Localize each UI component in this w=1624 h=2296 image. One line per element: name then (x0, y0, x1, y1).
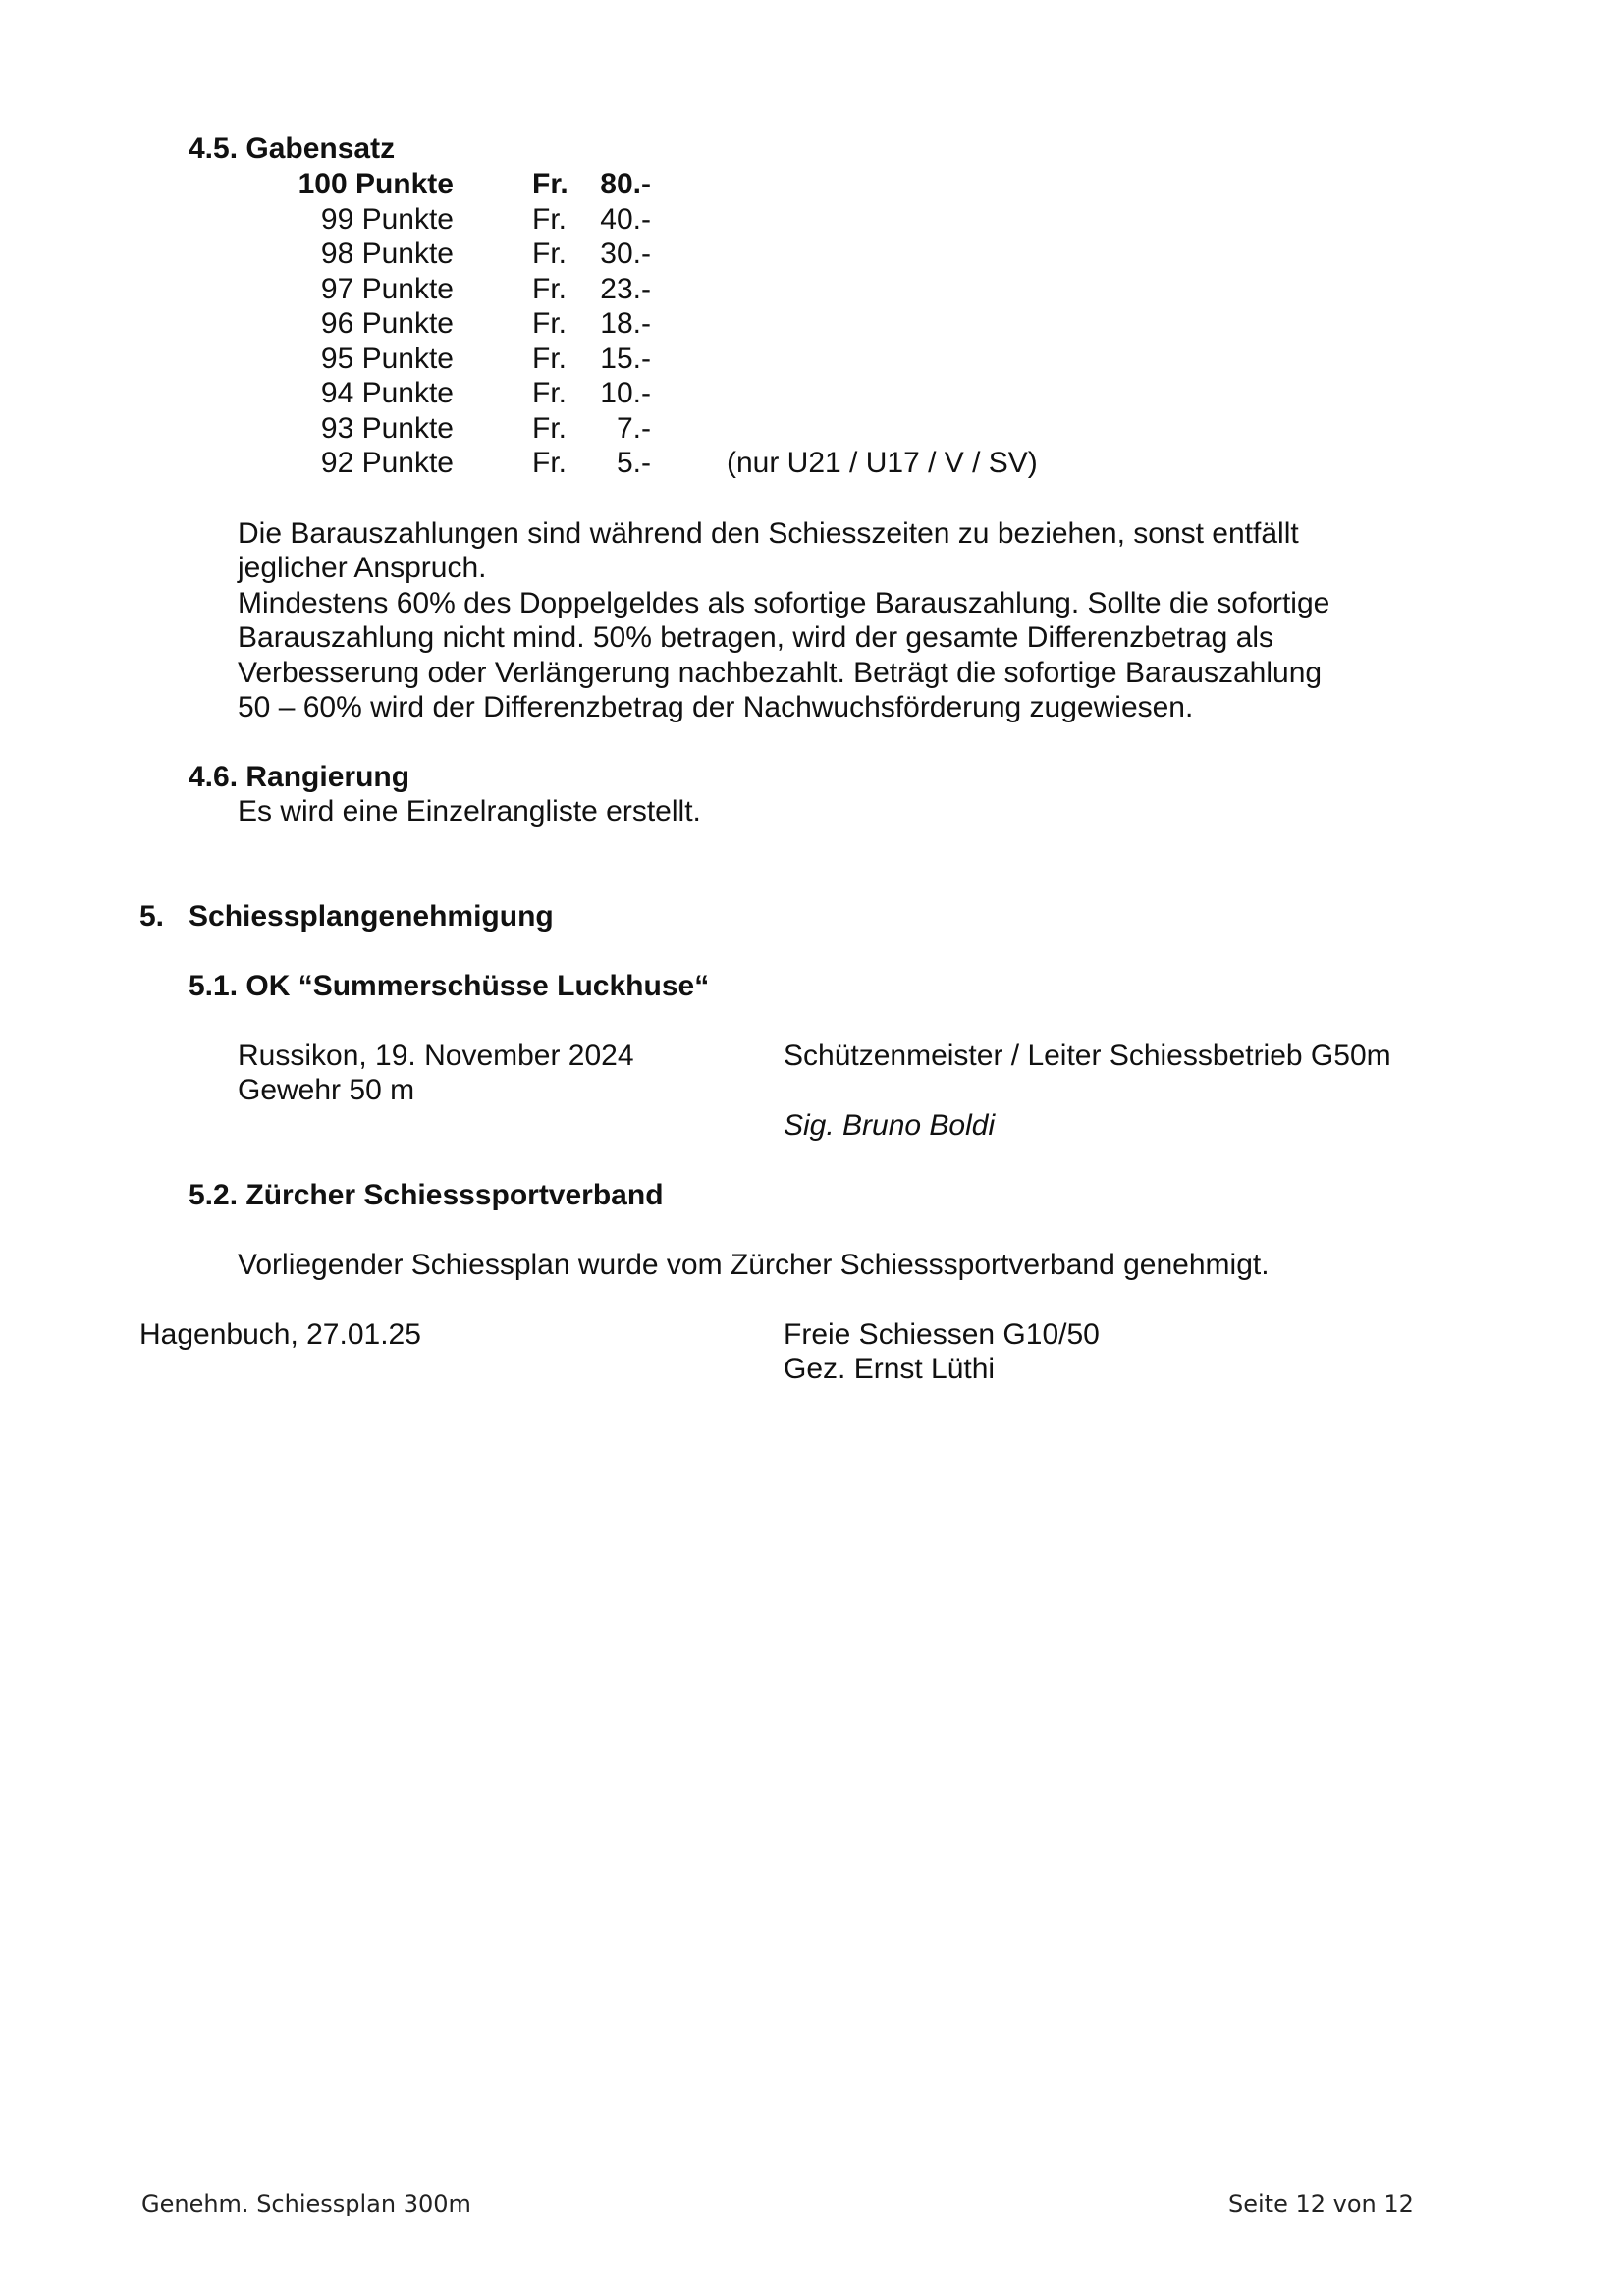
currency-cell: Fr. (532, 307, 567, 340)
ranking-text: Es wird eine Einzelrangliste erstellt. (238, 795, 701, 828)
place-date: Russikon, 19. November 2024 (238, 1040, 634, 1072)
currency-cell: Fr. (532, 202, 567, 236)
paragraph-line: jeglicher Anspruch. (238, 552, 487, 584)
currency-cell: Fr. (532, 168, 568, 200)
points-cell: 96 Punkte (320, 307, 454, 340)
signature: Sig. Bruno Boldi (784, 1109, 996, 1142)
amount-cell: 23.- (600, 272, 651, 305)
section-5-2-heading: 5.2. Zürcher Schiesssportverband (189, 1179, 664, 1211)
currency-cell: Fr. (532, 411, 567, 445)
amount-cell: 80.- (600, 168, 651, 200)
paragraph-line: Mindestens 60% des Doppelgeldes als sofortige Barauszahlung. Sollte die sofortige (238, 587, 1330, 619)
currency-cell: Fr. (532, 238, 567, 270)
section-5-number: 5. (139, 900, 165, 933)
discipline: Gewehr 50 m (238, 1074, 415, 1106)
section-4-6-heading: 4.6. Rangierung (189, 761, 410, 793)
points-cell: 92 Punkte (320, 447, 454, 479)
points-cell: 95 Punkte (320, 342, 454, 375)
section-4-5-heading: 4.5. Gabensatz (189, 133, 396, 165)
amount-cell: 30.- (600, 238, 651, 270)
signature: Gez. Ernst Lüthi (784, 1353, 996, 1385)
points-cell: 94 Punkte (320, 377, 454, 409)
amount-cell: 15.- (600, 342, 651, 375)
currency-cell: Fr. (532, 272, 567, 305)
paragraph-line: Barauszahlung nicht mind. 50% betragen, wird der gesamte Differenzbetrag als (238, 621, 1274, 654)
paragraph-line: Die Barauszahlungen sind während den Schiesszeiten zu beziehen, sonst entfällt (238, 517, 1299, 550)
amount-cell: 7.- (616, 411, 651, 445)
eligibility-note: (nur U21 / U17 / V / SV) (727, 447, 1038, 479)
amount-cell: 5.- (616, 447, 651, 479)
footer-left: Genehm. Schiessplan 300m (141, 2190, 471, 2217)
signatory-role: Freie Schiessen G10/50 (784, 1318, 1100, 1351)
points-cell: 100 Punkte (298, 168, 454, 200)
approval-text: Vorliegender Schiessplan wurde vom Zürcher Schiesssportverband genehmigt. (238, 1249, 1270, 1281)
amount-cell: 10.- (600, 377, 651, 409)
section-5-heading: Schiessplangenehmigung (189, 900, 554, 933)
currency-cell: Fr. (532, 342, 567, 375)
page-number: Seite 12 von 12 (1228, 2190, 1414, 2217)
section-5-1-heading: 5.1. OK “Summerschüsse Luckhuse“ (189, 970, 710, 1002)
paragraph-line: 50 – 60% wird der Differenzbetrag der Nachwuchsförderung zugewiesen. (238, 691, 1194, 723)
signatory-role: Schützenmeister / Leiter Schiessbetrieb G50m (784, 1040, 1391, 1072)
paragraph-line: Verbesserung oder Verlängerung nachbezahlt. Beträgt die sofortige Barauszahlung (238, 657, 1323, 689)
currency-cell: Fr. (532, 447, 567, 479)
place-date: Hagenbuch, 27.01.25 (139, 1318, 421, 1351)
amount-cell: 18.- (600, 307, 651, 340)
points-cell: 97 Punkte (320, 272, 454, 305)
points-cell: 99 Punkte (320, 202, 454, 236)
points-cell: 98 Punkte (320, 238, 454, 270)
points-cell: 93 Punkte (320, 411, 454, 445)
currency-cell: Fr. (532, 377, 567, 409)
amount-cell: 40.- (600, 202, 651, 236)
